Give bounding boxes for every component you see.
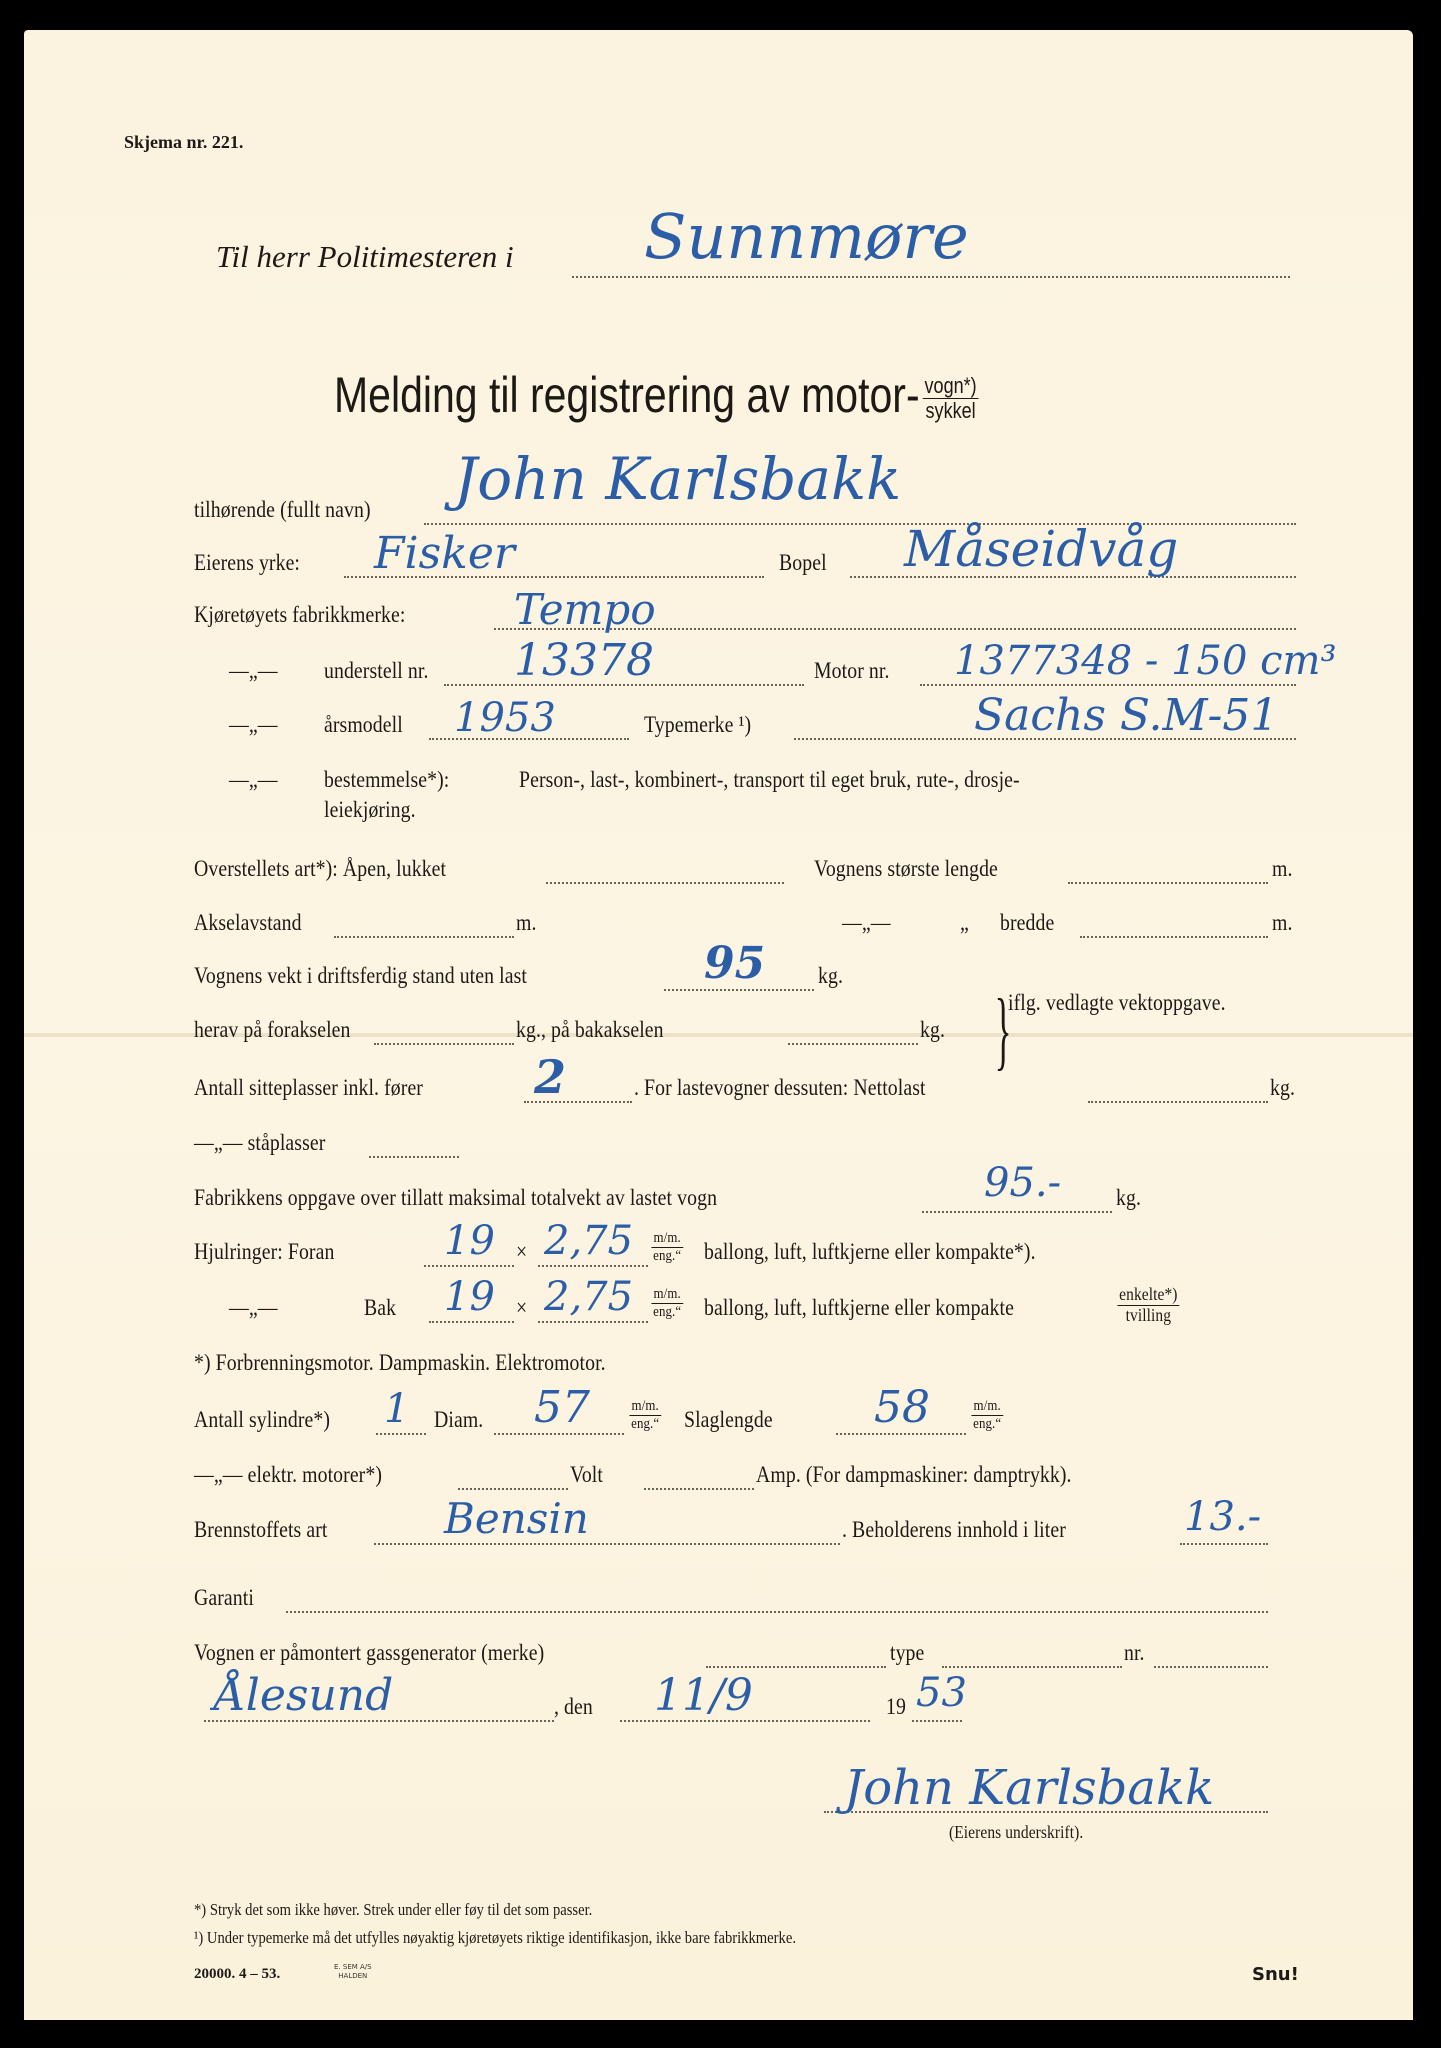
form-page: [24, 30, 1413, 2020]
wheelbase-unit: m.: [516, 910, 537, 935]
width-line: [1080, 936, 1268, 938]
purpose-label: bestemmelse*):: [324, 767, 450, 792]
weight-value[interactable]: 95: [704, 938, 766, 989]
gas-type-label: type: [890, 1640, 925, 1665]
ditto-quote: „: [960, 910, 969, 935]
frac-bottom: eng.“: [973, 1415, 1002, 1432]
wheels-front-type: ballong, luft, luftkjerne eller kompakte*).: [704, 1239, 1036, 1264]
wheels-front-label: Hjulringer: Foran: [194, 1239, 335, 1264]
gas-generator-label: Vognen er påmontert gassgenerator (merke): [194, 1640, 545, 1665]
standing-line: [369, 1156, 459, 1158]
addressee-label: Til herr Politimesteren i: [216, 239, 514, 274]
frac-bottom: eng.“: [653, 1247, 682, 1264]
signature-value[interactable]: John Karlsbakk: [844, 1760, 1215, 1816]
tank-label: . Beholderens innhold i liter: [842, 1517, 1066, 1542]
year-value[interactable]: 53: [916, 1670, 967, 1716]
times-sign: ×: [516, 1295, 528, 1320]
fuel-label: Brennstoffets art: [194, 1517, 328, 1542]
wheels-rear-type: ballong, luft, luftkjerne eller kompakte: [704, 1295, 1014, 1320]
occupation-label: Eierens yrke:: [194, 550, 301, 575]
wheelbase-line: [334, 936, 514, 938]
max-length-line: [1068, 882, 1268, 884]
purpose-options-cont: leiekjøring.: [324, 797, 416, 822]
weight-unit: kg.: [818, 963, 843, 988]
addressee-value[interactable]: Sunnmøre: [644, 200, 969, 273]
net-load-unit: kg.: [1270, 1075, 1295, 1100]
unit-fraction: [648, 1286, 683, 1320]
wheels-rear-dim2[interactable]: 2,75: [544, 1274, 634, 1320]
form-number: Skjema nr. 221.: [124, 132, 244, 152]
cylinders-value[interactable]: 1: [384, 1386, 410, 1432]
diameter-value[interactable]: 57: [534, 1382, 590, 1433]
ditto-mark: —„—: [229, 658, 278, 683]
front-axle-line: [374, 1043, 514, 1045]
amp-line: [644, 1488, 754, 1490]
warranty-line: [286, 1611, 1268, 1613]
wheels-rear-label: Bak: [364, 1295, 397, 1320]
rear-axle-label: kg., på bakakselen: [516, 1017, 664, 1042]
frac-top: m/m.: [651, 1286, 682, 1304]
ditto-mark: —„—: [842, 910, 891, 935]
stroke-value[interactable]: 58: [874, 1382, 930, 1433]
times-sign: ×: [516, 1239, 528, 1264]
stroke-label: Slaglengde: [684, 1407, 773, 1432]
purpose-options: Person-, last-, kombinert-, transport til eget bruk, rute-, drosje-: [519, 767, 1020, 792]
frac-top: m/m.: [629, 1398, 660, 1416]
tank-value[interactable]: 13.-: [1184, 1494, 1262, 1540]
front-axle-label: herav på forakselen: [194, 1017, 351, 1042]
trucks-label: . For lastevogner dessuten: Nettolast: [634, 1075, 926, 1100]
owner-name-value[interactable]: John Karlsbakk: [454, 445, 902, 513]
engine-type-note: *) Forbrenningsmotor. Dampmaskin. Elektromotor.: [194, 1350, 606, 1375]
model-year-label: årsmodell: [324, 712, 403, 737]
ditto-mark: —„—: [229, 767, 278, 792]
weight-note: iflg. vedlagte vektoppgave.: [1008, 990, 1226, 1015]
fuel-line: [374, 1543, 840, 1545]
warranty-label: Garanti: [194, 1585, 254, 1610]
max-length-unit: m.: [1272, 856, 1293, 881]
body-type-label: Overstellets art*): Åpen, lukket: [194, 856, 447, 881]
seats-label: Antall sitteplasser inkl. fører: [194, 1075, 423, 1100]
chassis-label: understell nr.: [324, 658, 429, 683]
max-total-value[interactable]: 95.-: [984, 1160, 1062, 1206]
title-text: Melding til registrering av motor-: [334, 367, 920, 423]
print-run: 20000. 4 – 53.: [194, 1966, 281, 1982]
turn-over-label: Snu!: [1252, 1964, 1299, 1985]
gas-type-line: [942, 1666, 1122, 1668]
max-total-unit: kg.: [1116, 1185, 1141, 1210]
footnote-1: *) Stryk det som ikke høver. Strek under eller føy til det som passer.: [194, 1900, 593, 1919]
date-value[interactable]: 11/9: [654, 1670, 753, 1721]
weight-label: Vognens vekt i driftsferdig stand uten last: [194, 963, 527, 988]
ditto-mark: —„—: [229, 1295, 278, 1320]
wheels-front-dim1-line: [424, 1265, 514, 1267]
frac-bottom: eng.“: [653, 1303, 682, 1320]
gas-nr-line: [1154, 1666, 1268, 1668]
volt-line: [458, 1488, 568, 1490]
motor-label: Motor nr.: [814, 658, 890, 683]
model-year-value[interactable]: 1953: [454, 695, 556, 741]
rear-axle-line: [788, 1043, 918, 1045]
gas-generator-line: [706, 1666, 886, 1668]
wheels-rear-dim1-line: [429, 1321, 514, 1323]
title-fraction: [923, 374, 978, 423]
cylinders-label: Antall sylindre*): [194, 1407, 331, 1432]
frac-top: enkelte*): [1119, 1284, 1178, 1304]
amp-label: Amp. (For dampmaskiner: damptrykk).: [756, 1462, 1072, 1487]
cylinders-line: [376, 1433, 426, 1435]
seats-value[interactable]: 2: [534, 1050, 567, 1104]
single-twin-fraction: [1114, 1285, 1179, 1326]
page-title: [334, 366, 978, 424]
type-mark-label: Typemerke ¹): [644, 712, 752, 737]
year-prefix: 19: [886, 1694, 906, 1719]
printer-mark: [334, 1963, 372, 1981]
stroke-line: [836, 1433, 966, 1435]
wheels-front-dim1[interactable]: 19: [444, 1218, 495, 1264]
wheels-front-dim2-line: [538, 1265, 648, 1267]
title-fraction-bottom: sykkel: [925, 398, 976, 424]
wheels-front-dim2[interactable]: 2,75: [544, 1218, 634, 1264]
tank-line: [1180, 1543, 1268, 1545]
max-total-line: [922, 1211, 1112, 1213]
width-label: bredde: [1000, 910, 1055, 935]
wheelbase-label: Akselavstand: [194, 910, 302, 935]
printer-name: E. SEM A/S: [334, 1963, 372, 1971]
make-label: Kjøretøyets fabrikkmerke:: [194, 602, 406, 627]
weight-line: [664, 989, 814, 991]
residence-label: Bopel: [779, 550, 827, 575]
ditto-mark: —„—: [229, 712, 278, 737]
gas-nr-label: nr.: [1124, 1640, 1145, 1665]
occupation-value[interactable]: Fisker: [374, 528, 515, 579]
residence-value[interactable]: Måseidvåg: [904, 520, 1179, 578]
net-load-line: [1088, 1101, 1268, 1103]
unit-fraction: [968, 1398, 1003, 1432]
frac-bottom: tvilling: [1125, 1304, 1172, 1325]
type-mark-value[interactable]: Sachs S.M-51: [974, 690, 1279, 741]
footnote-2: ¹) Under typemerke må det utfylles nøyaktig kjøretøyets riktige identifikasjon, ikke bare fabrikkmerke.: [194, 1928, 796, 1947]
unit-fraction: [648, 1230, 683, 1264]
width-unit: m.: [1272, 910, 1293, 935]
frac-bottom: eng.“: [631, 1415, 660, 1432]
rear-axle-unit: kg.: [920, 1017, 945, 1042]
max-length-label: Vognens største lengde: [814, 856, 998, 881]
printer-city: HALDEN: [338, 1972, 368, 1981]
electric-label: —„— elektr. motorer*): [194, 1462, 383, 1487]
date-label: , den: [554, 1694, 593, 1719]
addressee-line: [572, 276, 1290, 278]
owner-name-label: tilhørende (fullt navn): [194, 497, 371, 522]
year-line: [912, 1720, 962, 1722]
make-value[interactable]: Tempo: [514, 585, 656, 634]
fuel-value[interactable]: Bensin: [444, 1494, 589, 1543]
unit-fraction: [626, 1398, 661, 1432]
frac-top: m/m.: [651, 1230, 682, 1248]
motor-line: [920, 684, 1296, 686]
volt-label: Volt: [570, 1462, 603, 1487]
diameter-line: [494, 1433, 624, 1435]
body-type-line: [546, 882, 784, 884]
wheels-rear-dim1[interactable]: 19: [444, 1274, 495, 1320]
title-fraction-top: vogn*): [924, 373, 977, 399]
diameter-label: Diam.: [434, 1407, 484, 1432]
motor-value[interactable]: 1377348 - 150 cm³: [954, 638, 1337, 684]
wheels-rear-dim2-line: [538, 1321, 648, 1323]
standing-label: —„— ståplasser: [194, 1130, 326, 1155]
frac-top: m/m.: [971, 1398, 1002, 1416]
max-total-label: Fabrikkens oppgave over tillatt maksimal totalvekt av lastet vogn: [194, 1185, 718, 1210]
brace: }: [994, 982, 1012, 1079]
signature-caption: (Eierens underskrift).: [949, 1822, 1084, 1842]
chassis-value[interactable]: 13378: [514, 635, 654, 686]
place-value[interactable]: Ålesund: [214, 1670, 394, 1721]
